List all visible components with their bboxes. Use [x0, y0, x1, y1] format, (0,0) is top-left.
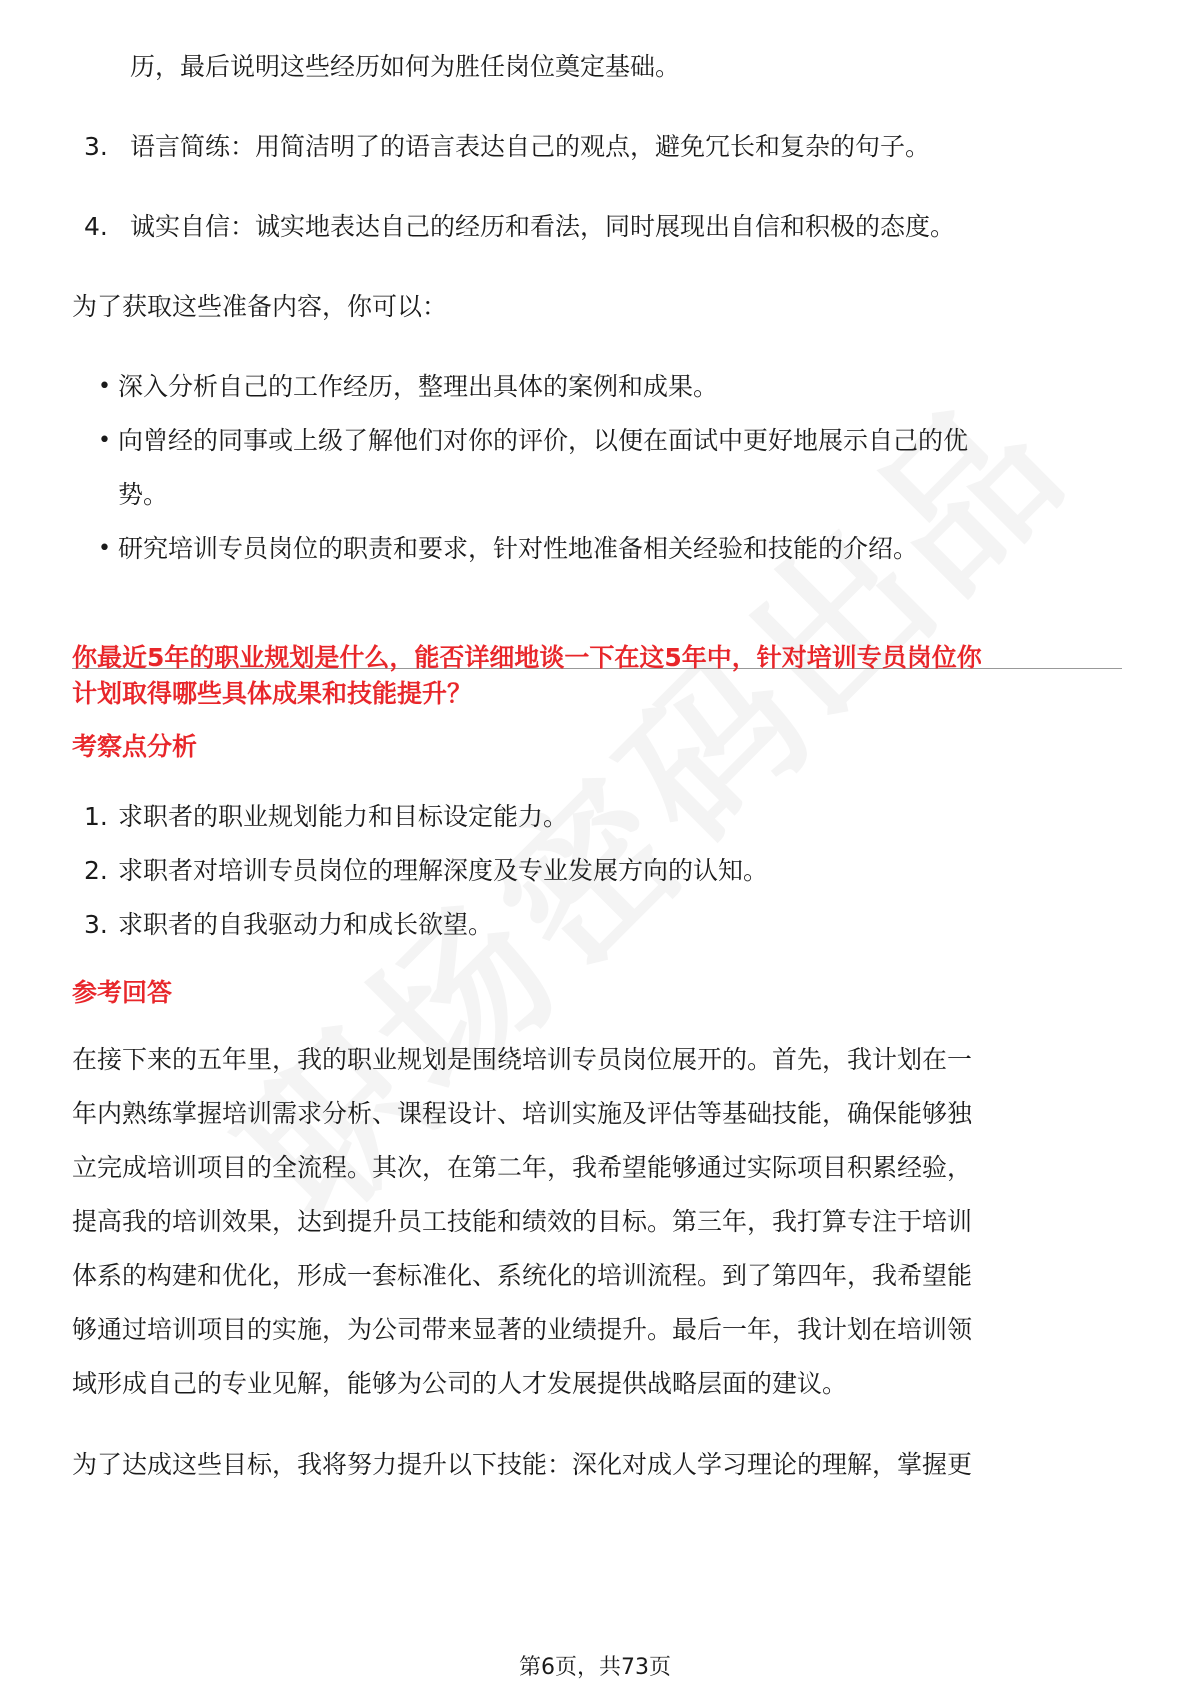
answer-line: 年内熟练掌握培训需求分析、课程设计、培训实施及评估等基础技能，确保能够独 [72, 1099, 973, 1128]
analysis-heading: 考察点分析 [72, 732, 198, 761]
bullet-dot: • [98, 536, 111, 561]
list-number: 3. [84, 910, 108, 939]
answer-line: 体系的构建和优化，形成一套标准化、系统化的培训流程。到了第四年，我希望能 [72, 1261, 973, 1290]
answer-line: 提高我的培训效果，达到提升员工技能和绩效的目标。第三年，我打算专注于培训 [72, 1207, 973, 1236]
list-item: 语言简练：用简洁明了的语言表达自己的观点，避免冗长和复杂的句子。 [130, 132, 931, 161]
answer-heading: 参考回答 [72, 978, 173, 1007]
question-line-2: 计划取得哪些具体成果和技能提升？ [72, 679, 473, 708]
continuation-text: 历，最后说明这些经历如何为胜任岗位奠定基础。 [130, 52, 681, 81]
analysis-item: 求职者对培训专员岗位的理解深度及专业发展方向的认知。 [118, 856, 769, 885]
answer-line: 够通过培训项目的实施，为公司带来显著的业绩提升。最后一年，我计划在培训领 [72, 1315, 973, 1344]
bullet-item: 向曾经的同事或上级了解他们对你的评价，以便在面试中更好地展示自己的优 [118, 426, 969, 455]
bullet-item: 研究培训专员岗位的职责和要求，针对性地准备相关经验和技能的介绍。 [118, 534, 919, 563]
analysis-item: 求职者的职业规划能力和目标设定能力。 [118, 802, 569, 831]
bullet-item: 深入分析自己的工作经历，整理出具体的案例和成果。 [118, 372, 719, 401]
bullet-item-continuation: 势。 [118, 480, 169, 509]
list-number: 2. [84, 856, 108, 885]
page-footer: 第6页，共73页 [519, 1655, 671, 1680]
bullet-dot: • [98, 428, 111, 453]
answer-line: 域形成自己的专业见解，能够为公司的人才发展提供战略层面的建议。 [72, 1369, 848, 1398]
list-number: 3. [84, 132, 108, 161]
analysis-item: 求职者的自我驱动力和成长欲望。 [118, 910, 494, 939]
prep-intro: 为了获取这些准备内容，你可以： [72, 292, 448, 321]
bullet-dot: • [98, 374, 111, 399]
list-item: 诚实自信：诚实地表达自己的经历和看法，同时展现出自信和积极的态度。 [130, 212, 956, 241]
question-line-1: 你最近5年的职业规划是什么，能否详细地谈一下在这5年中，针对培训专员岗位你 [72, 643, 982, 672]
list-number: 4. [84, 212, 108, 241]
answer-line: 立完成培训项目的全流程。其次，在第二年，我希望能够通过实际项目积累经验， [72, 1153, 973, 1182]
list-number: 1. [84, 802, 108, 831]
next-paragraph: 为了达成这些目标，我将努力提升以下技能：深化对成人学习理论的理解，掌握更 [72, 1450, 973, 1479]
answer-line: 在接下来的五年里，我的职业规划是围绕培训专员岗位展开的。首先，我计划在一 [72, 1045, 973, 1074]
